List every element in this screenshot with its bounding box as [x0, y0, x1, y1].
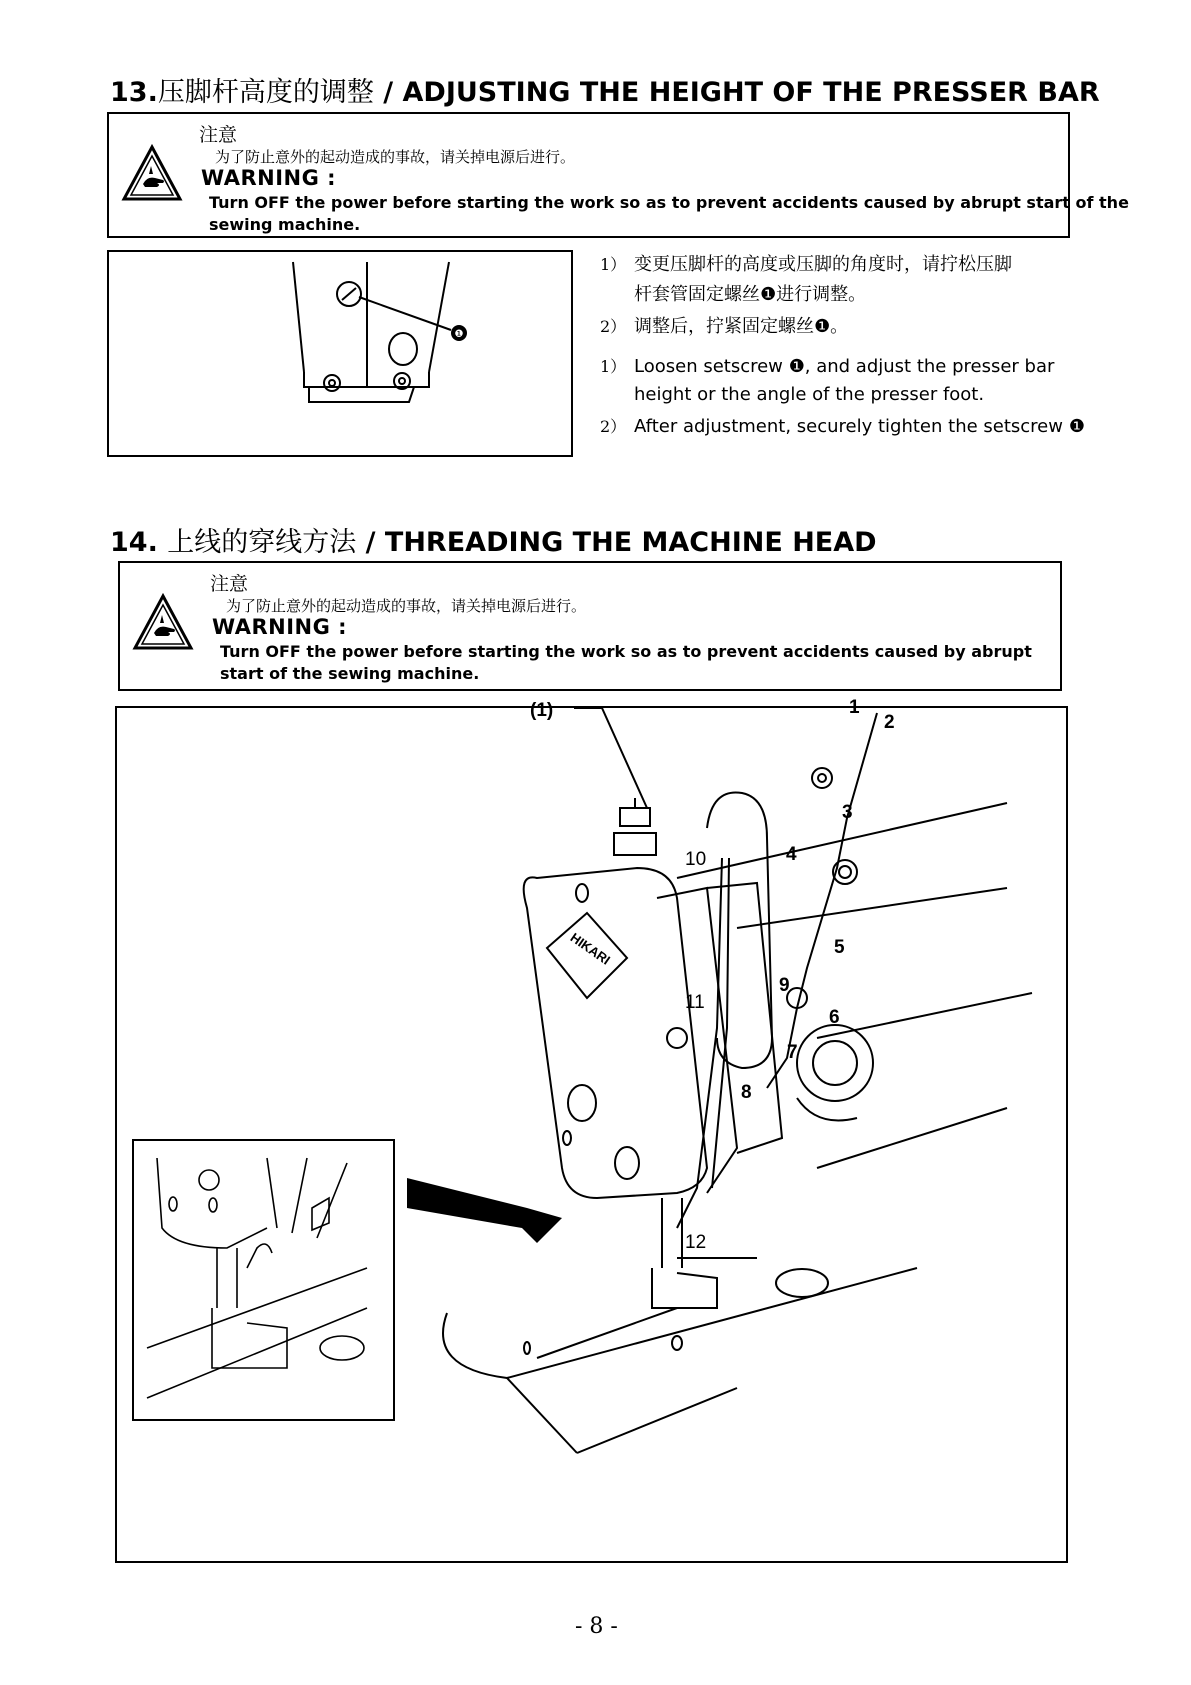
step-en-1: 1） Loosen setscrew ❶, and adjust the presser bar [600, 356, 1055, 377]
figure-13-callout: ❶ [454, 329, 464, 340]
section-14-number: 14. [110, 527, 158, 558]
label-9: 9 [779, 975, 790, 996]
step-en-2: 2） After adjustment, securely tighten the setscrew ❶ [600, 416, 1085, 437]
label-11: 11 [685, 992, 705, 1013]
section-14-warning-box [118, 561, 1062, 691]
step-en-1-line2: height or the angle of the presser foot. [634, 384, 985, 405]
warning-en-text: Turn OFF the power before starting the work so as to prevent accidents caused by abrupt start of the sewing machine. [220, 642, 1032, 683]
warning-en-heading: WARNING : [212, 615, 348, 639]
brand-logo-text: HIKARI [567, 929, 613, 968]
label-2: 2 [884, 712, 895, 733]
label-4: 4 [786, 844, 797, 865]
presser-bar-figure [107, 250, 573, 457]
label-7: 7 [787, 1042, 798, 1063]
label-6: 6 [829, 1007, 840, 1028]
warning-en-text: Turn OFF the power before starting the work so as to prevent accidents caused by abrupt start of the sewing machine. [209, 193, 1129, 234]
warning-hand-icon [121, 144, 183, 202]
warning-cn-heading: 注意 [210, 573, 249, 595]
section-13-title [110, 70, 1100, 109]
section-14-title-en: THREADING THE MACHINE HEAD [384, 527, 877, 558]
section-13-title-sep: / [373, 77, 403, 108]
warning-cn-text: 为了防止意外的起动造成的事故，请关掉电源后进行。 [215, 148, 576, 166]
section-14-title [110, 520, 877, 559]
label-1-paren: (1) [530, 700, 554, 721]
warning-cn-text: 为了防止意外的起动造成的事故，请关掉电源后进行。 [226, 597, 587, 615]
step-cn-1: 1） 变更压脚杆的高度或压脚的角度时，请拧松压脚 [600, 254, 1012, 275]
label-12: 12 [685, 1232, 707, 1253]
threading-figure [115, 697, 1068, 1563]
section-13-warning-box [107, 112, 1129, 238]
label-10: 10 [685, 849, 707, 870]
label-5: 5 [834, 937, 845, 958]
warning-en-heading: WARNING : [201, 166, 337, 190]
threading-illustration [117, 697, 1066, 1561]
label-8: 8 [741, 1082, 752, 1103]
section-13-title-en: ADJUSTING THE HEIGHT OF THE PRESSER BAR [402, 77, 1100, 108]
label-1: 1 [849, 697, 860, 718]
warning-hand-icon [132, 593, 194, 651]
section-13-title-cn: 压脚杆高度的调整 [157, 77, 374, 108]
label-3: 3 [842, 802, 853, 823]
page-number: - 8 - [575, 1614, 618, 1639]
section-14-title-cn: 上线的穿线方法 [167, 527, 357, 558]
step-cn-2: 2） 调整后，拧紧固定螺丝❶。 [600, 316, 849, 337]
section-13-number: 13. [110, 77, 158, 108]
presser-bar-illustration [109, 252, 571, 455]
section-14-title-sep: / [356, 527, 385, 558]
warning-cn-heading: 注意 [199, 124, 238, 146]
step-cn-1-line2: 杆套管固定螺丝❶进行调整。 [634, 284, 867, 305]
